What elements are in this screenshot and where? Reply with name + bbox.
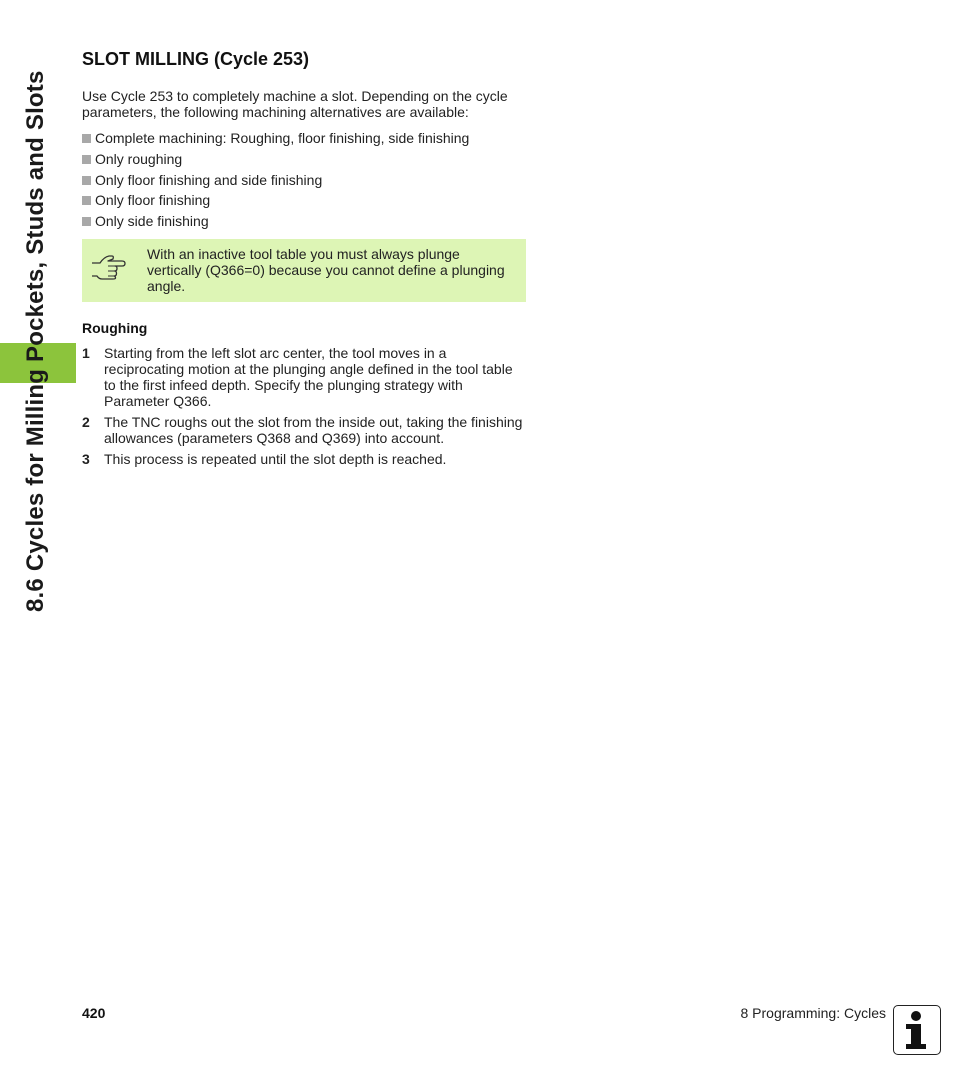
step-item: [82, 414, 526, 446]
intro-paragraph: Use Cycle 253 to completely machine a slot. Depending on the cycle parameters, the following machining alternatives are available:: [82, 88, 508, 120]
list-item-text: Only floor finishing: [95, 192, 211, 209]
square-bullet-icon: [82, 217, 91, 226]
machining-options-list: [82, 130, 526, 229]
step-text: The TNC roughs out the slot from the inside out, taking the finishing allowances (parameters Q368 and Q369) into account.: [104, 414, 523, 447]
roughing-heading: Roughing: [82, 320, 148, 337]
step-item: [82, 451, 526, 467]
page-title: SLOT MILLING (Cycle 253): [82, 49, 310, 69]
pointing-hand-icon: [90, 246, 138, 294]
list-item: [82, 192, 526, 208]
note-text: With an inactive tool table you must always plunge vertically (Q366=0) because you cannot define a plunging angle.: [147, 246, 505, 295]
list-item: [82, 130, 526, 146]
info-icon: [893, 1005, 941, 1055]
list-item-text: Only roughing: [95, 150, 183, 167]
page-number: 420: [82, 1005, 106, 1021]
square-bullet-icon: [82, 155, 91, 164]
roughing-steps: [82, 345, 526, 467]
list-item-text: Complete machining: Roughing, floor finishing, side finishing: [95, 130, 470, 146]
list-item: [82, 151, 526, 167]
step-text: Starting from the left slot arc center, the tool moves in a reciprocating motion at the plunging angle defined in the tool table to the first infeed depth. Specify the plunging strategy with Parameter Q366.: [104, 345, 513, 410]
list-item: [82, 213, 526, 229]
list-item-text: Only side finishing: [95, 213, 209, 230]
step-item: [82, 345, 526, 409]
list-item-text: Only floor finishing and side finishing: [95, 171, 323, 188]
square-bullet-icon: [82, 196, 91, 205]
main-content: [82, 48, 526, 472]
step-number: 3: [82, 451, 90, 468]
square-bullet-icon: [82, 176, 91, 185]
list-item: [82, 172, 526, 188]
step-number: 1: [82, 345, 90, 362]
note-box: [82, 239, 526, 302]
square-bullet-icon: [82, 134, 91, 143]
step-number: 2: [82, 414, 90, 431]
step-text: This process is repeated until the slot depth is reached.: [104, 451, 447, 468]
side-section-title: 8.6 Cycles for Milling Pockets, Studs and Slots: [22, 70, 49, 612]
chapter-label: 8 Programming: Cycles: [740, 1005, 886, 1021]
